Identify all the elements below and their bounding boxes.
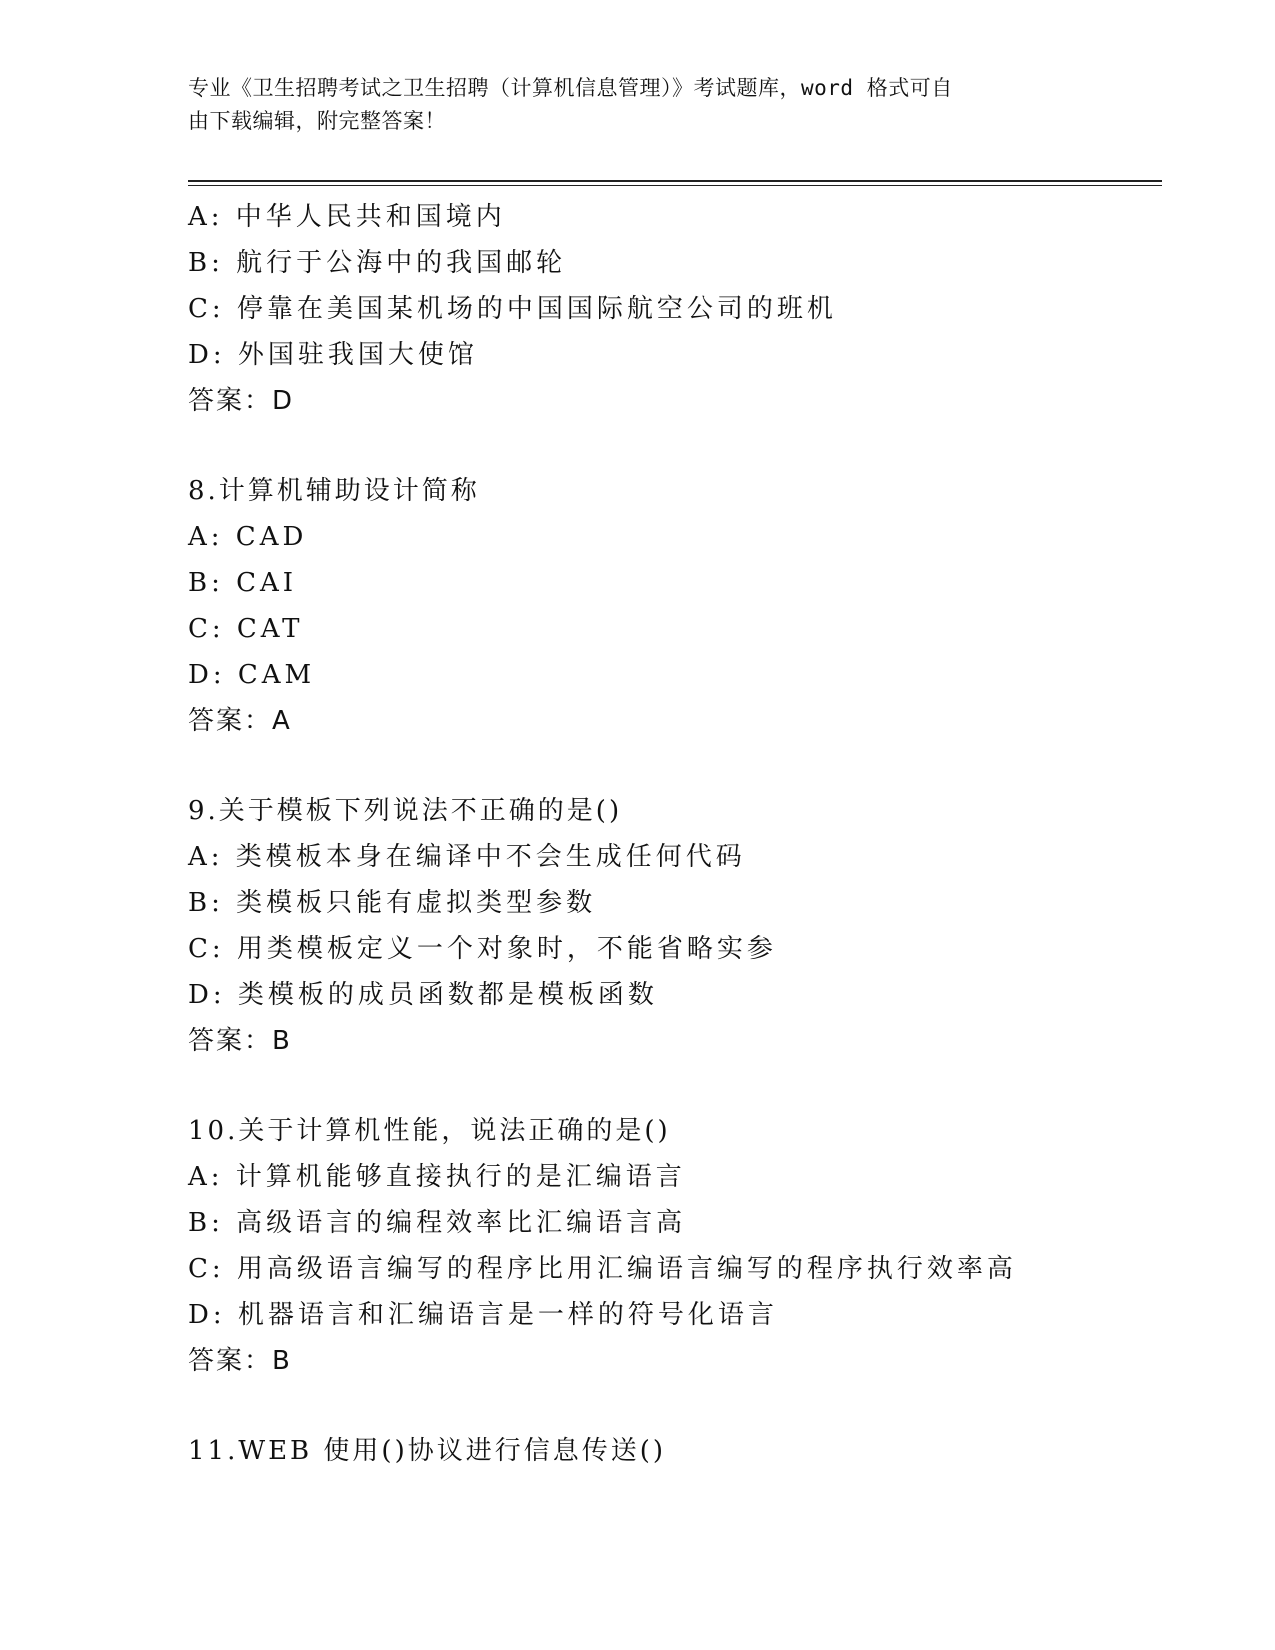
answer-line: 答案：D: [188, 386, 295, 416]
spacer: [188, 1064, 1148, 1108]
question-list: [188, 194, 1148, 1474]
question-block-7: [188, 194, 1148, 424]
option-a: A: CAD: [188, 522, 308, 552]
option-b: B: 类模板只能有虚拟类型参数: [188, 888, 597, 918]
option-c: C: CAT: [188, 614, 304, 644]
document-header: [188, 72, 1088, 138]
option-d: D: 机器语言和汇编语言是一样的符号化语言: [188, 1300, 778, 1330]
question-title: 8.计算机辅助设计简称: [188, 476, 480, 506]
header-line-1: 专业《卫生招聘考试之卫生招聘（计算机信息管理）》考试题库，word 格式可自: [188, 76, 953, 100]
option-a: A: 中华人民共和国境内: [188, 202, 506, 232]
header-divider-thin: [188, 185, 1162, 186]
option-c: C: 用高级语言编写的程序比用汇编语言编写的程序执行效率高: [188, 1254, 1017, 1284]
option-c: C: 停靠在美国某机场的中国国际航空公司的班机: [188, 294, 837, 324]
option-d: D: CAM: [188, 660, 316, 690]
option-c: C: 用类模板定义一个对象时，不能省略实参: [188, 934, 777, 964]
option-a: A: 计算机能够直接执行的是汇编语言: [188, 1162, 686, 1192]
question-block-9: [188, 788, 1148, 1064]
spacer: [188, 1384, 1148, 1428]
answer-line: 答案：A: [188, 706, 292, 736]
spacer: [188, 424, 1148, 468]
question-title: 9.关于模板下列说法不正确的是(): [188, 796, 623, 826]
answer-line: 答案：B: [188, 1026, 292, 1056]
option-b: B: 高级语言的编程效率比汇编语言高: [188, 1208, 687, 1238]
question-title: 10.关于计算机性能，说法正确的是(): [188, 1116, 671, 1146]
spacer: [188, 744, 1148, 788]
header-line-2: 由下载编辑，附完整答案！: [188, 109, 446, 133]
question-block-10: [188, 1108, 1148, 1384]
question-title: 11.WEB 使用()协议进行信息传送(): [188, 1436, 666, 1466]
option-b: B: CAI: [188, 568, 298, 598]
option-b: B: 航行于公海中的我国邮轮: [188, 248, 567, 278]
option-a: A: 类模板本身在编译中不会生成任何代码: [188, 842, 746, 872]
header-divider-thick: [188, 180, 1162, 182]
answer-line: 答案：B: [188, 1346, 292, 1376]
question-block-8: [188, 468, 1148, 744]
option-d: D: 类模板的成员函数都是模板函数: [188, 980, 658, 1010]
question-block-11: [188, 1428, 1148, 1474]
option-d: D: 外国驻我国大使馆: [188, 340, 478, 370]
